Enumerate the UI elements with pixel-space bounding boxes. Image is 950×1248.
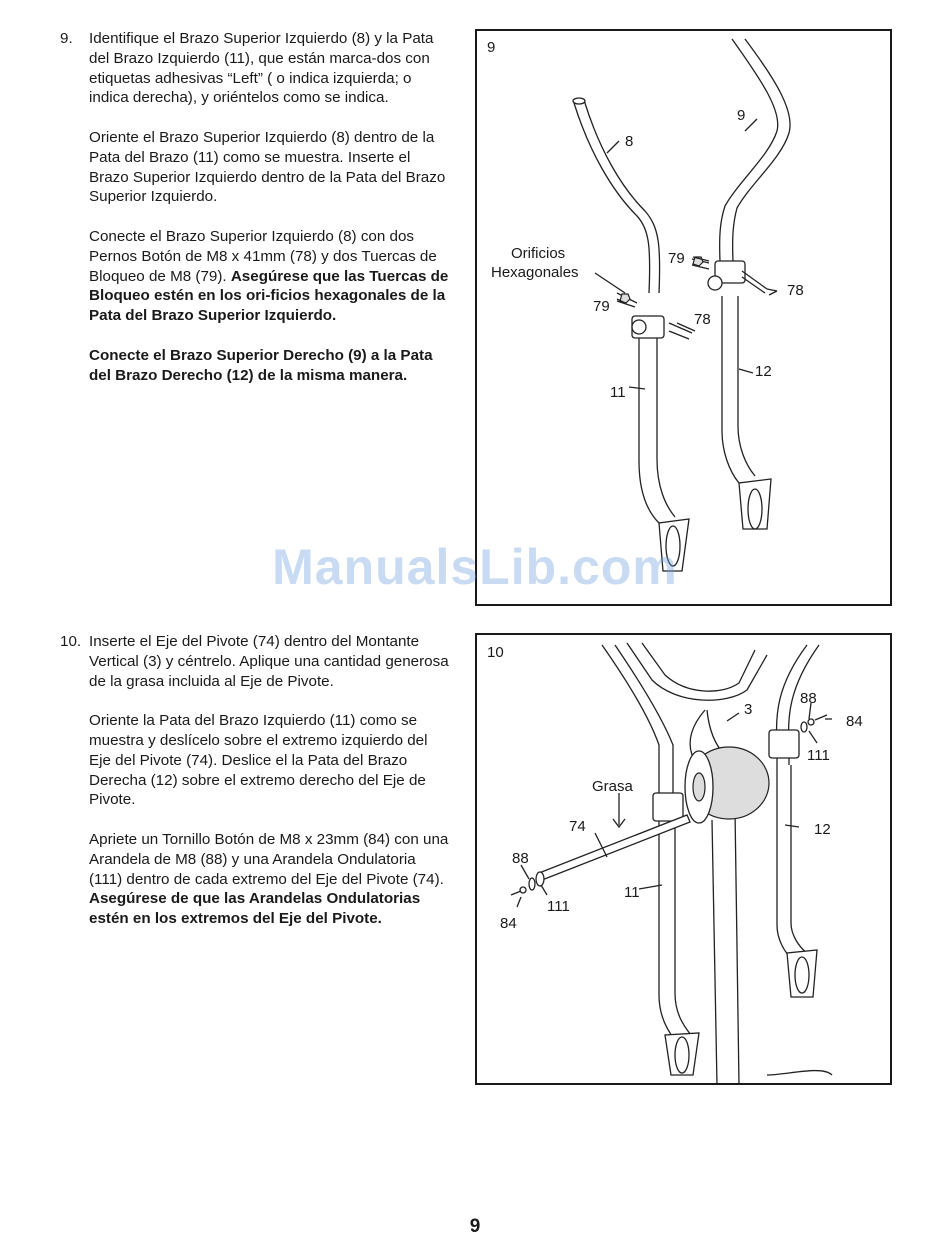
step-9-paragraph-3-warning: Asegúrese que las Tuercas de Bloqueo estén en los ori-ficios hexagonales de la Pata del Brazo Superior Izquierdo. <box>89 267 449 325</box>
label-part-84-left: 84 <box>500 915 517 932</box>
step-9-number: 9. <box>60 30 73 47</box>
label-part-88-right: 88 <box>800 690 817 707</box>
step-10-paragraph-2: Oriente la Pata del Brazo Izquierdo (11) como se muestra y deslícelo sobre el extremo izquierdo del Eje del Pivote (74). Deslice el la Pata del Brazo Derecha (12) sobre el extremo derecho del Eje de Pivote. <box>89 712 428 809</box>
label-part-9: 9 <box>737 107 746 124</box>
step-10-paragraph-3-text: Apriete un Tornillo Botón de M8 x 23mm (84) con una Arandela de M8 (88) y una Arandela Ondulatoria (111) dentro de cada extremo del Eje del Pivote (74). <box>89 830 449 888</box>
label-part-11: 11 <box>610 384 626 401</box>
label-part-111-left: 111 <box>547 898 570 915</box>
step-10-paragraph-3 <box>89 830 452 929</box>
figure-10-number: 10 <box>487 644 504 661</box>
figure-9 <box>475 29 892 606</box>
figure-9-leader-lines <box>595 119 777 389</box>
figure-9-number: 9 <box>487 39 496 56</box>
pivot-axle-drawing <box>537 815 690 880</box>
step-10-paragraph-1: Inserte el Eje del Pivote (74) dentro del Montante Vertical (3) y céntrelo. Aplique una cantidad generosa de la grasa incluida al Eje de Pivote. <box>89 633 449 690</box>
page-number: 9 <box>469 1216 481 1237</box>
step-9-paragraph-3-text: Conecte el Brazo Superior Izquierdo (8) con dos Pernos Botón de M8 x 41mm (78) y dos Tuercas de Bloqueo de M8 (79). <box>89 227 437 285</box>
label-hexagonal-holes-line-1: Orificios <box>511 245 566 262</box>
label-part-88-left: 88 <box>512 850 529 867</box>
label-part-3: 3 <box>744 701 753 718</box>
label-grease: Grasa <box>592 778 633 795</box>
step-10-number: 10. <box>60 633 82 650</box>
label-hexagonal-holes-line-2: Hexagonales <box>491 264 579 281</box>
figure-10 <box>475 633 892 1085</box>
pivot-housing-drawing <box>685 747 769 823</box>
label-part-84-right: 84 <box>846 713 863 730</box>
label-part-111-right: 111 <box>807 747 830 764</box>
step-9-instructions <box>60 29 452 385</box>
step-9-paragraph-4-bold: Conecte el Brazo Superior Derecho (9) a la Pata del Brazo Derecho (12) de la misma manera. <box>89 346 433 384</box>
step-9-paragraph-1: Identifique el Brazo Superior Izquierdo (8) y la Pata del Brazo Izquierdo (11), que están marca-dos con etiquetas adhesivas “Left” ( o indica izquierda; o indica derecha), y oriéntelos como se indica. <box>89 30 434 107</box>
step-10-paragraph-3-warning: Asegúrese de que las Arandelas Ondulatorias estén en los extremos del Eje del Pivote. <box>89 890 421 928</box>
left-upper-arm-drawing <box>573 98 660 293</box>
label-part-74: 74 <box>569 818 586 835</box>
label-part-79-left: 79 <box>593 298 610 315</box>
label-part-79-right: 79 <box>668 250 685 267</box>
label-part-8: 8 <box>625 133 634 150</box>
step-9-paragraph-2: Oriente el Brazo Superior Izquierdo (8) dentro de la Pata del Brazo (11) como se muestra. Inserte el Brazo Superior Izquierdo dentro de la Pata del Brazo Superior Izquierdo. <box>89 128 446 206</box>
label-part-78-left: 78 <box>694 311 711 328</box>
label-part-12: 12 <box>814 821 831 838</box>
step-10-instructions <box>60 632 452 929</box>
figure-9-drawing <box>477 31 892 606</box>
label-part-12: 12 <box>755 363 772 380</box>
left-arm-leg-drawing <box>602 645 699 1075</box>
left-arm-leg-drawing <box>632 316 689 571</box>
right-arm-leg-drawing <box>708 261 771 529</box>
right-upper-arm-drawing <box>720 39 790 261</box>
watermark: ManualsLib.com <box>272 539 678 595</box>
label-part-11: 11 <box>624 884 640 901</box>
label-part-78-right: 78 <box>787 282 804 299</box>
step-9-paragraph-3 <box>89 227 452 326</box>
step-9-paragraph-4 <box>89 346 452 386</box>
figure-10-drawing <box>477 635 892 1085</box>
